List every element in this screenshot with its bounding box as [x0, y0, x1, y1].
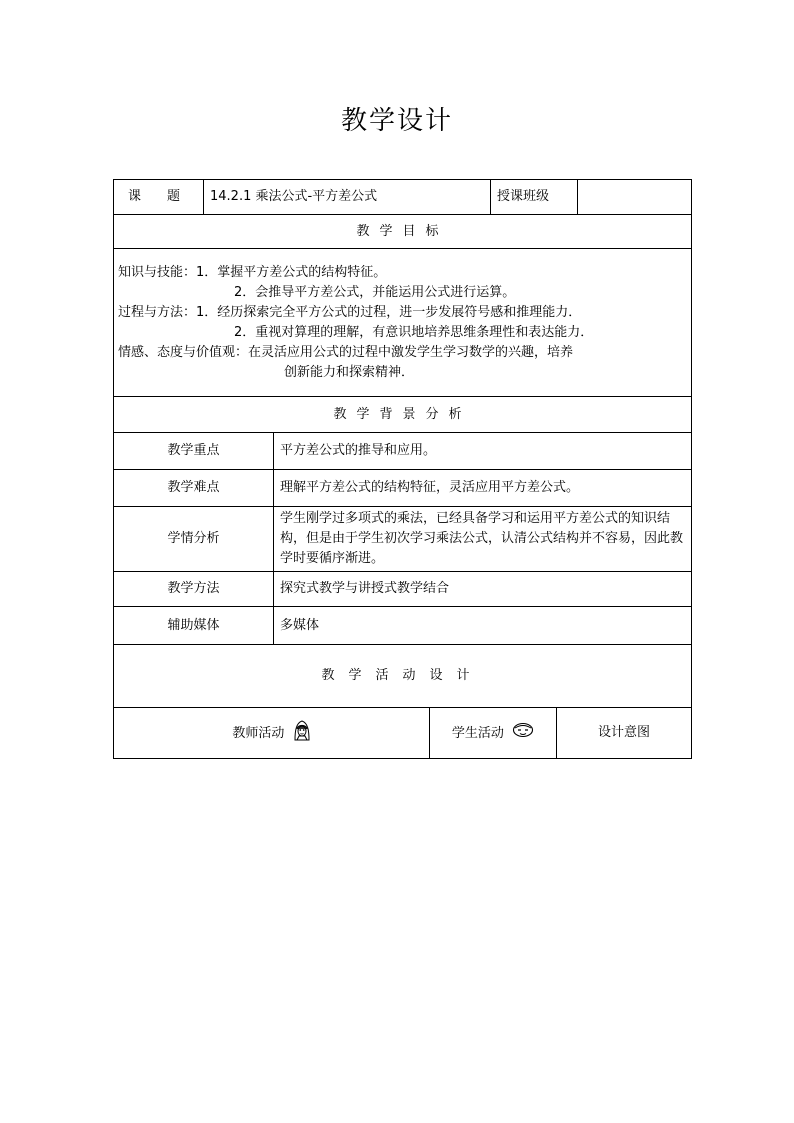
topic-row	[114, 180, 692, 215]
design-intent-cell: 设计意图	[557, 708, 692, 759]
student-face-icon	[512, 722, 534, 745]
row-label: 教学方法	[114, 572, 274, 607]
goals-content	[114, 249, 692, 397]
student-activity-cell	[430, 708, 557, 759]
table-row	[114, 572, 692, 607]
row-value: 多媒体	[274, 607, 692, 645]
goal-line: 2．重视对算理的理解，有意识地培养思维条理性和表达能力．	[234, 324, 594, 340]
row-label: 教学难点	[114, 470, 274, 507]
activity-heading: 教学活动设计	[114, 645, 692, 708]
row-value: 平方差公式的推导和应用。	[274, 433, 692, 470]
activity-columns-row	[114, 708, 692, 759]
topic-label: 课 题	[114, 180, 204, 215]
background-heading-row	[114, 397, 692, 433]
goal-line: 过程与方法：1．经历探索完全平方公式的过程，进一步发展符号感和推理能力．	[118, 304, 582, 320]
table-row	[114, 607, 692, 645]
lesson-plan-table	[113, 179, 692, 759]
goals-heading: 教学目标	[114, 215, 692, 249]
class-value[interactable]	[578, 180, 692, 215]
row-label: 教学重点	[114, 433, 274, 470]
goals-heading-row	[114, 215, 692, 249]
table-row	[114, 507, 692, 572]
topic-value: 14.2.1 乘法公式-平方差公式	[204, 180, 491, 215]
goal-line: 知识与技能：1．掌握平方差公式的结构特征。	[118, 264, 387, 280]
document-title: 教学设计	[340, 106, 453, 136]
background-heading: 教学背景分析	[114, 397, 692, 433]
row-value: 学生刚学过多项式的乘法，已经具备学习和运用平方差公式的知识结构，但是由于学生初次学习乘法公式，认清公式结构并不容易，因此教学时要循序渐进。	[274, 507, 692, 572]
goal-line: 情感、态度与价值观：在灵活应用公式的过程中激发学生学习数学的兴趣，培养	[118, 344, 574, 360]
activity-heading-row	[114, 645, 692, 708]
goal-line: 创新能力和探索精神．	[284, 364, 415, 380]
student-activity-label: 学生活动	[451, 725, 504, 741]
row-label: 辅助媒体	[114, 607, 274, 645]
teacher-activity-cell	[114, 708, 430, 759]
table-row	[114, 470, 692, 507]
table-row	[114, 433, 692, 470]
goal-line: 2．会推导平方差公式，并能运用公式进行运算。	[234, 284, 516, 300]
class-label: 授课班级	[491, 180, 578, 215]
teacher-activity-label: 教师活动	[232, 725, 285, 741]
goals-row	[114, 249, 692, 397]
row-value: 探究式教学与讲授式教学结合	[274, 572, 692, 607]
row-value: 理解平方差公式的结构特征，灵活应用平方差公式。	[274, 470, 692, 507]
row-label: 学情分析	[114, 507, 274, 572]
teacher-portrait-icon	[293, 719, 311, 748]
